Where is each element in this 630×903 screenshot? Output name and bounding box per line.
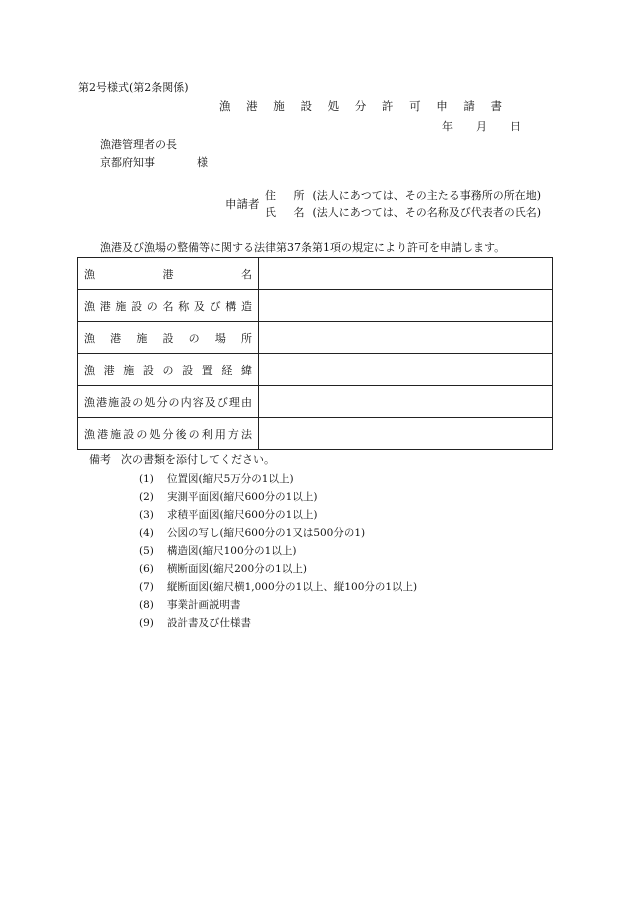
usage-after-disposal-field[interactable] — [259, 418, 553, 450]
table-row — [78, 354, 553, 386]
list-item — [139, 474, 294, 485]
table-row — [78, 386, 553, 418]
list-item — [139, 582, 417, 593]
row-label-facility-history — [78, 354, 259, 386]
addressee-title: 漁港管理者の長 — [100, 138, 177, 151]
addressee-name: 京都府知事 — [100, 156, 155, 169]
list-item-text: 構造図(縮尺100分の1以上) — [167, 545, 297, 557]
list-item-number: (4) — [139, 527, 154, 539]
name-label: 氏 名 — [265, 206, 312, 219]
fishing-port-name-field[interactable] — [259, 258, 553, 290]
row-label-text: 漁港名 — [84, 267, 252, 281]
intro-text: 漁港及び漁場の整備等に関する法律第37条第1項の規定により許可を申請します。 — [100, 241, 506, 254]
list-item-number: (1) — [139, 473, 154, 485]
list-item-number: (2) — [139, 491, 154, 503]
list-item — [139, 618, 251, 629]
row-label-fishing-port — [78, 258, 259, 290]
addressee-name-line — [100, 157, 208, 168]
form-number: 第2号様式(第2条関係) — [78, 81, 189, 94]
row-label-text: 漁港施設の名称及び構造 — [84, 299, 252, 313]
list-item-text: 事業計画説明書 — [167, 599, 241, 611]
address-note: (法人にあつては、その主たる事務所の所在地) — [312, 189, 542, 202]
row-label-facility-location — [78, 322, 259, 354]
facility-location-field[interactable] — [259, 322, 553, 354]
row-label-facility-name — [78, 290, 259, 322]
facility-name-structure-field[interactable] — [259, 290, 553, 322]
applicant-name-line — [265, 207, 541, 218]
list-item-text: 実測平面図(縮尺600分の1以上) — [167, 491, 318, 503]
row-label-disposal-reason — [78, 386, 259, 418]
list-item-number: (9) — [139, 617, 154, 629]
row-label-text: 漁港施設の場所 — [84, 331, 252, 345]
list-item-number: (7) — [139, 581, 154, 593]
list-item-text: 設計書及び仕様書 — [167, 617, 251, 629]
date-month: 月 — [476, 120, 487, 133]
list-item — [139, 564, 307, 575]
application-table — [77, 257, 553, 450]
list-item — [139, 492, 317, 503]
list-item-number: (6) — [139, 563, 154, 575]
list-item — [139, 528, 365, 539]
date-day: 日 — [510, 120, 521, 133]
document-title: 漁 港 施 設 処 分 許 可 申 請 書 — [219, 99, 509, 113]
list-item-text: 横断面図(縮尺200分の1以上) — [167, 563, 307, 575]
disposal-content-reason-field[interactable] — [259, 386, 553, 418]
list-item-number: (3) — [139, 509, 154, 521]
applicant-label: 申請者 — [225, 197, 260, 211]
list-item — [139, 600, 241, 611]
table-row — [78, 258, 553, 290]
list-item-text: 求積平面図(縮尺600分の1以上) — [167, 509, 318, 521]
remarks-header — [89, 454, 275, 465]
row-label-text: 漁港施設の処分の内容及び理由 — [84, 395, 252, 409]
applicant-address-line — [265, 190, 541, 201]
name-note: (法人にあつては、その名称及び代表者の氏名) — [312, 206, 542, 219]
row-label-text: 漁港施設の処分後の利用方法 — [84, 427, 252, 441]
date-year: 年 — [442, 120, 453, 133]
remarks-label: 備考 — [89, 453, 111, 466]
table-row — [78, 290, 553, 322]
list-item-text: 縦断面図(縮尺横1,000分の1以上、縦100分の1以上) — [167, 581, 418, 593]
remarks-intro: 次の書類を添付してください。 — [121, 453, 275, 466]
list-item — [139, 510, 317, 521]
list-item-number: (8) — [139, 599, 154, 611]
table-row — [78, 418, 553, 450]
date-line — [442, 121, 521, 132]
list-item-text: 位置図(縮尺5万分の1以上) — [167, 473, 294, 485]
row-label-usage-after — [78, 418, 259, 450]
facility-history-field[interactable] — [259, 354, 553, 386]
table-row — [78, 322, 553, 354]
list-item-number: (5) — [139, 545, 154, 557]
list-item — [139, 546, 296, 557]
list-item-text: 公図の写し(縮尺600分の1又は500分の1) — [167, 527, 366, 539]
addressee-honorific: 様 — [197, 156, 208, 169]
row-label-text: 漁港施設の設置経緯 — [84, 363, 252, 377]
address-label: 住 所 — [265, 189, 312, 202]
